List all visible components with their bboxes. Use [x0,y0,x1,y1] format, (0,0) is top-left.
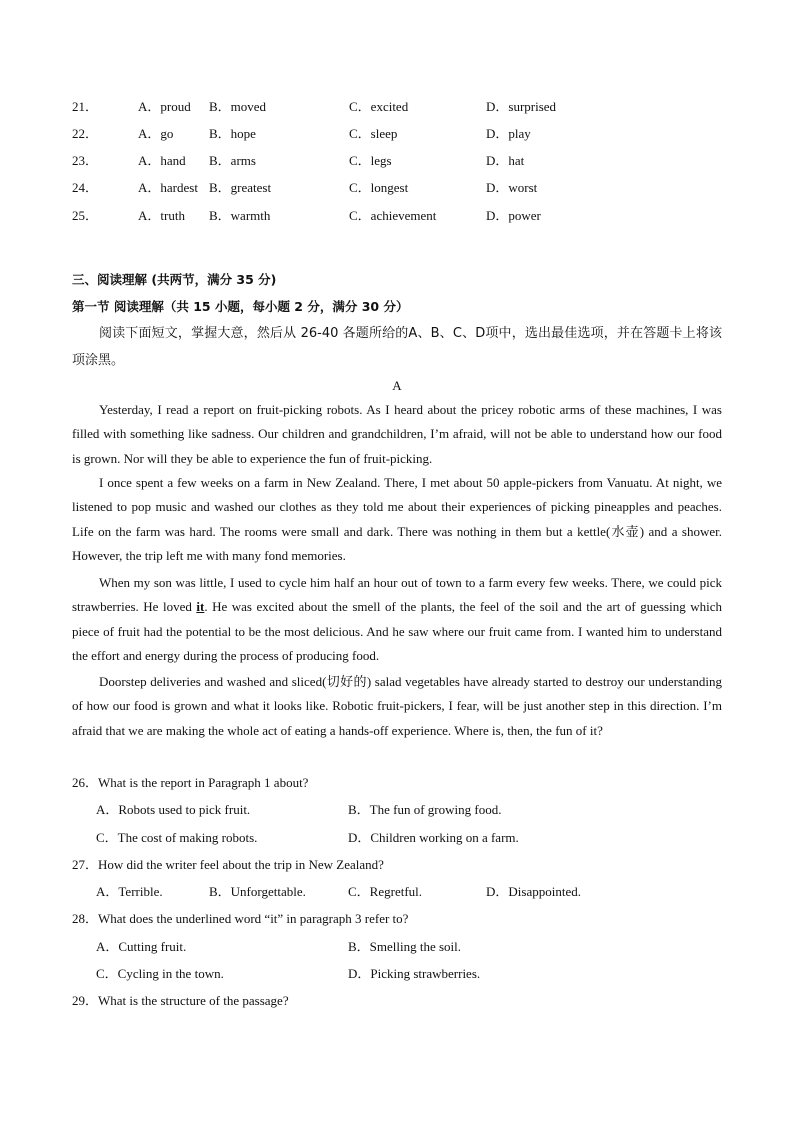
passage-label: A [392,378,402,393]
paragraph-3-end: . He was excited about the smell of the plants, the feel of the soil and the art of guessing which piece of fruit had the potential to be the most delicious. And he saw where our fruit came from. I wanted him to understand the effort and energy during the process of producing food. [72,599,722,663]
section-title: 三、阅读理解 (共两节，满分 35 分) [72,272,277,287]
option-c: C．longest [349,180,409,195]
option-num: 21． [72,99,99,114]
question-26-stem: 26．What is the report in Paragraph 1 about? [72,775,309,790]
section-instruction: 阅读下面短文，掌握大意，然后从 26-40 各题所给的A、B、C、D项中，选出最佳选项，并在答题卡上将该项涂黑。 [72,326,722,368]
question-27-option-d: D．Disappointed. [486,884,581,899]
option-row-25 [72,205,722,225]
paragraph-3-start: When my son was little, I used to cycle him half an hour out of town to a farm every few weeks. There, we could pick strawberries. He loved [72,575,722,615]
option-a: A．hardest [138,180,198,195]
question-27-option-a: A．Terrible. [96,884,163,899]
option-a: A．proud [138,99,191,114]
question-26-option-b: B．The fun of growing food. [348,802,502,817]
option-num: 25． [72,208,99,223]
question-28-stem: 28．What does the underlined word “it” in paragraph 3 refer to? [72,911,409,926]
option-c: C．achievement [349,208,437,223]
option-row-23 [72,150,722,170]
question-29-stem: 29．What is the structure of the passage? [72,993,289,1008]
option-c: C．excited [349,99,409,114]
option-d: D．surprised [486,99,557,114]
option-num: 24． [72,180,99,195]
option-a: A．truth [138,208,185,223]
option-c: C．sleep [349,126,398,141]
option-num: 23． [72,153,99,168]
option-row-22 [72,123,722,143]
question-27-option-b: B．Unforgettable. [209,884,306,899]
passage-paragraph-3 [72,571,722,668]
question-27-option-c: C．Regretful. [348,884,423,899]
question-26-option-d: D．Children working on a farm. [348,830,519,845]
option-c: C．legs [349,153,392,168]
option-b: B．arms [209,153,256,168]
option-b: B．warmth [209,208,271,223]
passage-paragraph-4: Doorstep deliveries and washed and sliced(切好的) salad vegetables have already started to destroy our understanding of how our food is grown and what it looks like. Robotic fruit-pickers, I fear, will be just another step in this direction. I’m afraid that we are making the whole act of eating a hands-off experience. Where is, then, the fun of it? [72,674,722,738]
question-26-option-c: C．The cost of making robots. [96,830,258,845]
option-d: D．hat [486,153,525,168]
option-a: A．hand [138,153,186,168]
option-row-24 [72,177,722,197]
option-d: D．worst [486,180,538,195]
option-b: B．greatest [209,180,272,195]
question-28-option-a: A．Cutting fruit. [96,939,187,954]
option-b: B．hope [209,126,256,141]
option-b: B．moved [209,99,267,114]
underlined-word-it: it [196,599,205,615]
question-28-option-c: C．Cycling in the town. [96,966,224,981]
question-26-option-a: A．Robots used to pick fruit. [96,802,251,817]
option-num: 22． [72,126,99,141]
section-subtitle: 第一节 阅读理解（共 15 小题，每小题 2 分，满分 30 分） [72,299,409,314]
question-27-stem: 27．How did the writer feel about the trip in New Zealand? [72,857,384,872]
passage-paragraph-1: Yesterday, I read a report on fruit-picking robots. As I heard about the pricey robotic arms of these machines, I was filled with something like sadness. Our children and grandchildren, I’m afraid, will not be able to understand how our food is grown. Nor will they be able to experience the fun of fruit-picking. [72,402,722,466]
passage-paragraph-2: I once spent a few weeks on a farm in New Zealand. There, I met about 50 apple-pickers from Vanuatu. At night, we listened to pop music and washed our clothes as they told me about their experiences of picking pineapples and peaches. Life on the farm was hard. The rooms were small and dark. There was nothing in them but a kettle(水壶) and a shower. However, the trip left me with many fond memories. [72,475,722,563]
option-a: A．go [138,126,174,141]
option-d: D．power [486,208,541,223]
option-row-21 [72,96,722,116]
question-28-option-b: B．Smelling the soil. [348,939,462,954]
question-28-option-d: D．Picking strawberries. [348,966,481,981]
option-d: D．play [486,126,531,141]
